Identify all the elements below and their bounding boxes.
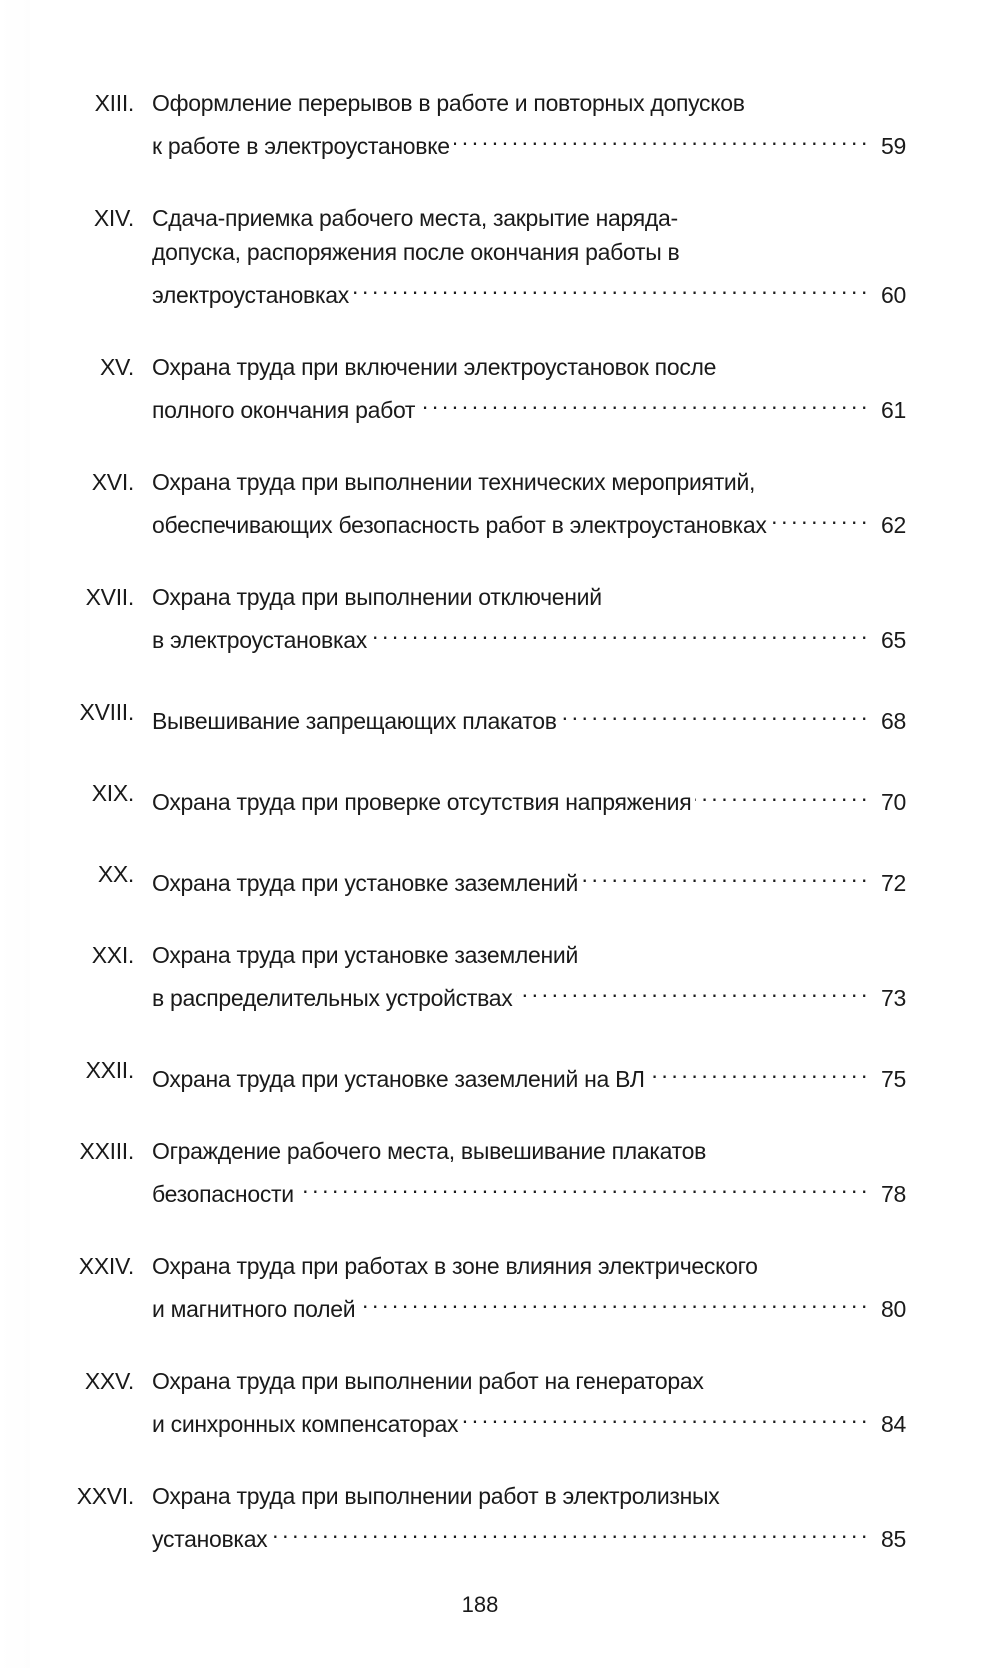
toc-entry-title-line: и синхронных компенсаторах xyxy=(152,1411,459,1437)
toc-entry[interactable] xyxy=(0,350,1000,427)
toc-entry[interactable] xyxy=(0,1134,1000,1211)
dot-leader xyxy=(695,776,866,810)
dot-leader xyxy=(371,614,866,648)
table-of-contents xyxy=(0,86,1000,1594)
toc-entry-number: XV. xyxy=(99,354,134,380)
dot-leader xyxy=(298,1168,866,1202)
toc-entry-title-line: Охрана труда при проверке отсутствия напряжения xyxy=(152,789,692,815)
toc-entry-page: 72 xyxy=(881,870,906,896)
toc-entry-number: XVI. xyxy=(91,469,134,495)
toc-entry-page: 65 xyxy=(881,627,906,653)
toc-entry[interactable] xyxy=(0,201,1000,312)
toc-entry[interactable] xyxy=(0,86,1000,163)
toc-entry-number: XIV. xyxy=(93,205,134,231)
toc-entry-title-line: Охрана труда при работах в зоне влияния электрического xyxy=(152,1253,758,1279)
toc-entry-page: 75 xyxy=(881,1066,906,1092)
toc-entry[interactable] xyxy=(0,1479,1000,1556)
page-number: 188 xyxy=(461,1592,499,1617)
dot-leader xyxy=(582,857,866,891)
dot-leader xyxy=(561,695,866,729)
toc-entry-title-line: Охрана труда при выполнении технических мероприятий, xyxy=(152,469,756,495)
toc-entry-title-line: установках xyxy=(152,1526,268,1552)
toc-entry-title-line: Сдача-приемка рабочего места, закрытие наряда- xyxy=(152,205,678,231)
toc-entry-page: 59 xyxy=(881,133,906,159)
toc-entry-number: XXIV. xyxy=(78,1253,134,1279)
toc-entry-number: XXV. xyxy=(84,1368,134,1394)
toc-entry[interactable] xyxy=(0,938,1000,1015)
toc-entry-page: 85 xyxy=(881,1526,906,1552)
toc-entry[interactable] xyxy=(0,1364,1000,1441)
toc-entry-page: 61 xyxy=(881,397,906,423)
toc-entry-title-line: Охрана труда при установке заземлений на ВЛ xyxy=(152,1066,645,1092)
toc-entry-number: XIII. xyxy=(94,90,134,116)
toc-entry-title-line: обеспечивающих безопасность работ в электроустановках xyxy=(152,512,767,538)
toc-entry-number: XXVI. xyxy=(76,1483,134,1509)
toc-entry-number: XVIII. xyxy=(79,699,134,725)
toc-entry-number: XXIII. xyxy=(79,1138,134,1164)
toc-entry-page: 70 xyxy=(881,789,906,815)
toc-entry-number: XXII. xyxy=(85,1057,134,1083)
toc-entry-page: 73 xyxy=(881,985,906,1011)
dot-leader xyxy=(771,499,866,533)
toc-entry-title-line: Вывешивание запрещающих плакатов xyxy=(152,708,557,734)
toc-entry-page: 84 xyxy=(881,1411,906,1437)
toc-entry[interactable] xyxy=(0,465,1000,542)
toc-entry-title-line: Оформление перерывов в работе и повторных допусков xyxy=(152,90,745,116)
toc-entry-number: XVII. xyxy=(85,584,134,610)
toc-entry-number: XXI. xyxy=(91,942,134,968)
toc-entry-title-line: безопасности xyxy=(152,1181,294,1207)
dot-leader xyxy=(353,269,866,303)
toc-entry[interactable] xyxy=(0,776,1000,819)
toc-entry[interactable] xyxy=(0,580,1000,657)
toc-entry[interactable] xyxy=(0,857,1000,900)
toc-entry-number: XIX. xyxy=(91,780,134,806)
toc-entry-title-line: Ограждение рабочего места, вывешивание плакатов xyxy=(152,1138,707,1164)
toc-entry-title-line: допуска, распоряжения после окончания работы в xyxy=(152,239,680,265)
dot-leader xyxy=(419,384,866,418)
toc-entry-page: 78 xyxy=(881,1181,906,1207)
toc-entry[interactable] xyxy=(0,1053,1000,1096)
toc-entry-title-line: Охрана труда при установке заземлений xyxy=(152,942,578,968)
toc-entry-title-line: Охрана труда при выполнении работ в электролизных xyxy=(152,1483,720,1509)
dot-leader xyxy=(454,120,866,154)
dot-leader xyxy=(462,1398,866,1432)
toc-entry-page: 60 xyxy=(881,282,906,308)
toc-entry[interactable] xyxy=(0,695,1000,738)
toc-entry-title-line: полного окончания работ xyxy=(152,397,416,423)
toc-entry-title-line: Охрана труда при выполнении работ на генераторах xyxy=(152,1368,704,1394)
toc-entry-title-line: электроустановках xyxy=(152,282,349,308)
toc-entry-title-line: Охрана труда при установке заземлений xyxy=(152,870,578,896)
toc-entry-title-line: в распределительных устройствах xyxy=(152,985,513,1011)
toc-entry-title-line: и магнитного полей xyxy=(152,1296,356,1322)
dot-leader xyxy=(359,1283,866,1317)
dot-leader xyxy=(649,1053,866,1087)
toc-entry[interactable] xyxy=(0,1249,1000,1326)
toc-entry-title-line: Охрана труда при выполнении отключений xyxy=(152,584,602,610)
toc-entry-title-line: Охрана труда при включении электроустановок после xyxy=(152,354,717,380)
toc-entry-title-line: к работе в электроустановке xyxy=(152,133,450,159)
toc-entry-title-line: в электроустановках xyxy=(152,627,367,653)
dot-leader xyxy=(516,972,866,1006)
toc-entry-number: XX. xyxy=(97,861,134,887)
dot-leader xyxy=(271,1513,866,1547)
toc-entry-page: 62 xyxy=(881,512,906,538)
toc-entry-page: 80 xyxy=(881,1296,906,1322)
toc-entry-page: 68 xyxy=(881,708,906,734)
